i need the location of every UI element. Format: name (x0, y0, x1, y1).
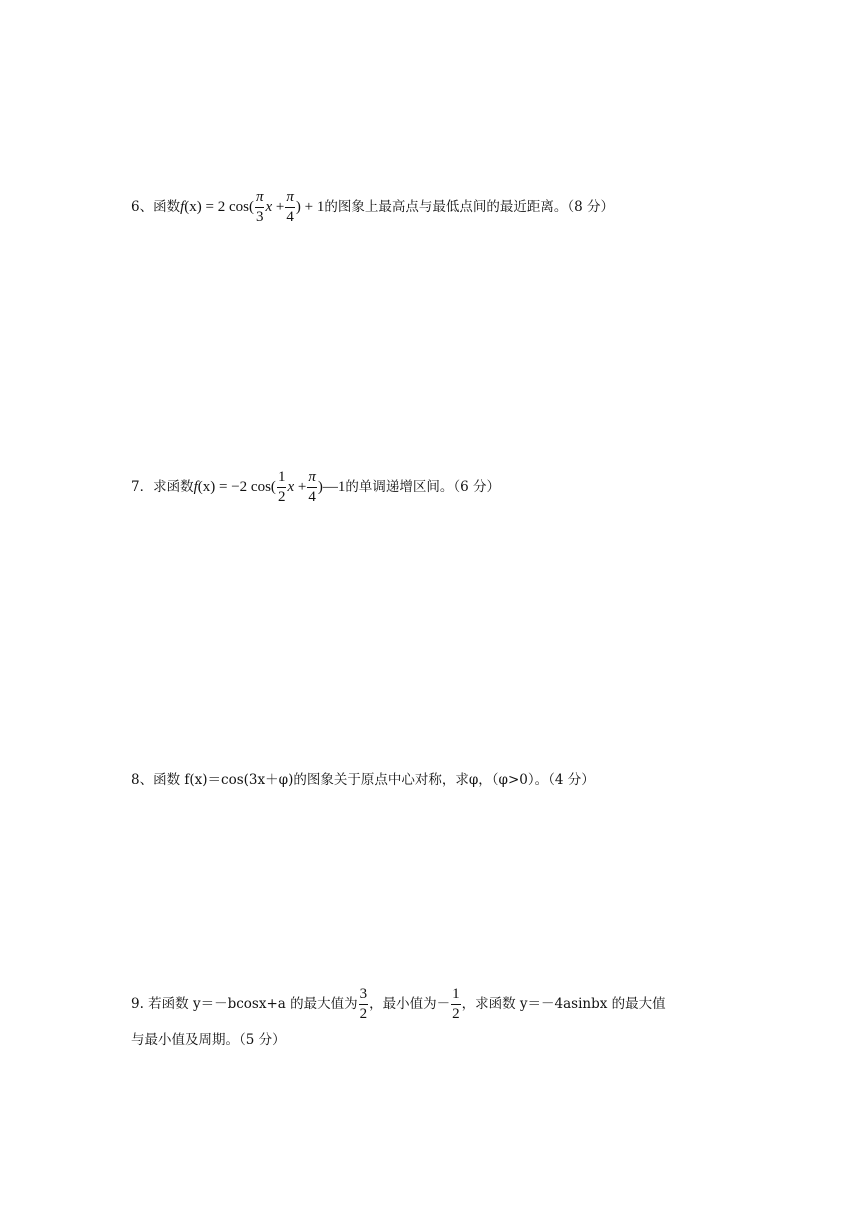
q7-frac1-num: 1 (277, 470, 287, 488)
q9-part3: ，求函数 y＝－4asinbx 的最大值 (461, 995, 666, 1012)
q6-fraction-1 (255, 190, 265, 225)
question-7 (131, 470, 500, 505)
q7-eq: = −2 cos( (215, 479, 276, 495)
q9-fraction-2 (451, 987, 461, 1022)
q9-fraction-1 (359, 987, 369, 1022)
q7-formula (194, 480, 276, 495)
q6-frac1-den: 3 (255, 209, 264, 225)
q7-fraction-2 (307, 470, 317, 505)
q6-f: f (180, 199, 185, 215)
q9-frac2-den: 2 (452, 1006, 460, 1022)
q6-frac2-den: 4 (286, 209, 294, 225)
q9-frac1-num: 3 (359, 987, 369, 1005)
q6-plus: + (272, 199, 285, 215)
q6-frac1-num: π (255, 189, 264, 205)
q6-frac2-num: π (286, 189, 294, 205)
q9-frac1-den: 2 (359, 1006, 368, 1022)
q6-text: 的图象上最高点与最低点间的最近距离。（8 分） (324, 198, 614, 215)
q6-arg: (x) (184, 199, 202, 215)
q6-x: x (265, 199, 273, 215)
question-9 (131, 987, 666, 1022)
q7-frac2-den: 4 (308, 489, 316, 505)
q8-text: 8、函数 f(x)＝cos(3x＋φ)的图象关于原点中心对称，求φ，（φ>0）。（4 分） (131, 772, 595, 788)
q7-x: x (287, 479, 295, 495)
question-6 (131, 190, 614, 225)
q9-part1: 9. 若函数 y＝－bcosx+a 的最大值为 (131, 995, 358, 1012)
question-8 (131, 774, 595, 788)
q7-f: f (193, 479, 198, 495)
q6-fraction-2 (285, 190, 295, 225)
q7-frac1-den: 2 (277, 489, 286, 505)
q7-tail: )—1 (317, 479, 346, 495)
q7-arg: (x) (197, 479, 216, 495)
q9-frac2-num: 1 (451, 987, 461, 1005)
q6-tail: ) + 1 (295, 199, 325, 215)
q7-frac2-num: π (308, 469, 316, 485)
q7-fraction-1 (277, 470, 287, 505)
question-9-line-2 (131, 1034, 286, 1048)
q7-text: 的单调递增区间。（6 分） (345, 478, 500, 495)
q6-formula (180, 200, 254, 215)
q9-part2: ，最小值为－ (369, 995, 451, 1012)
q6-eq: = 2 cos( (201, 199, 254, 215)
q7-plus: + (294, 479, 307, 495)
q6-prefix: 6、函数 (131, 198, 181, 215)
q7-prefix: 7．求函数 (131, 478, 194, 495)
q9-line2: 与最小值及周期。（5 分） (131, 1032, 286, 1048)
